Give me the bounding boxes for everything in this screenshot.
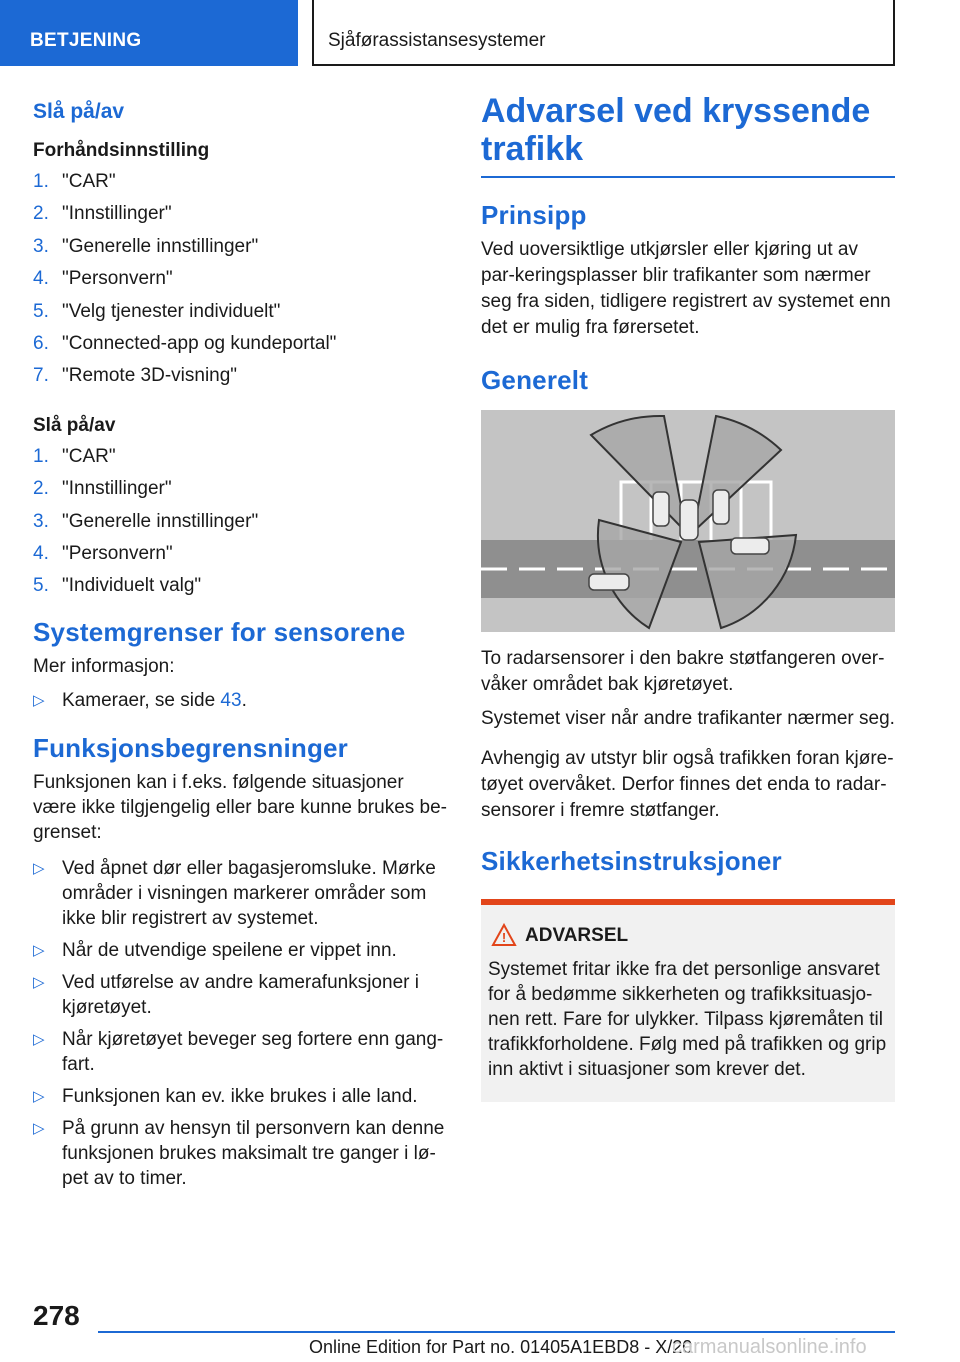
list-item <box>33 970 448 1020</box>
preset-steps <box>33 166 448 393</box>
principle-text: Ved uoversiktlige utkjørsler eller kjøring ut av par‐keringsplasser blir trafikanter som nærmer seg fra siden, tidligere registrert av systemet enn det er mulig fra førersetet. <box>481 239 891 338</box>
safety-title: Sikkerhetsinstruksjoner <box>481 846 782 876</box>
step-number: 4. <box>33 543 49 565</box>
func-title: Funksjonsbegrensninger <box>33 732 349 763</box>
step-number: 3. <box>33 510 49 532</box>
step-text: "Connected-app og kundeportal" <box>62 333 337 355</box>
general-title: Generelt <box>481 365 589 395</box>
warning-text: Systemet fritar ikke fra det personlige ansvaret for å bedømme sikkerheten og trafikksituasjo‐nen rett. Fare for ulykker. Tilpass kjøremåten til trafikkforholdene. Følg med på trafikken og grip inn aktivt i situasjoner som krever det. <box>488 959 887 1080</box>
right-column <box>481 92 895 1102</box>
footer-rule <box>98 1331 895 1333</box>
step-number: 2. <box>33 203 49 225</box>
step-text: "CAR" <box>62 171 116 192</box>
list-item <box>33 1084 448 1109</box>
list-item <box>33 1116 448 1191</box>
list-item-end: . <box>241 689 247 711</box>
list-item <box>33 263 448 295</box>
step-text: "Innstillinger" <box>62 478 172 500</box>
list-item <box>33 360 448 392</box>
general-p1: To radarsensorer i den bakre støtfangeren over‐våker området bak kjøretøyet. <box>481 648 885 695</box>
bullet-triangle-icon: ▷ <box>33 691 45 709</box>
bullet-triangle-icon: ▷ <box>33 973 45 991</box>
list-item <box>33 1027 448 1077</box>
page-title: Advarsel ved kryssende trafikk <box>481 92 895 178</box>
list-item <box>33 198 448 230</box>
bullet-triangle-icon: ▷ <box>33 1030 45 1048</box>
bullet-triangle-icon: ▷ <box>33 941 45 959</box>
preset-heading: Forhåndsinnstilling <box>33 140 210 161</box>
list-item <box>33 441 448 473</box>
list-item-text: Ved åpnet dør eller bagasjeromsluke. Mørke områder i visningen markerer områder som ikke blir registrert av systemet. <box>62 857 436 929</box>
step-number: 2. <box>33 478 49 500</box>
step-number: 7. <box>33 365 49 387</box>
step-number: 4. <box>33 268 49 290</box>
step-text: "Individuelt valg" <box>62 575 202 597</box>
general-p3: Avhengig av utstyr blir også trafikken foran kjøre‐tøyet overvåket. Derfor finnes det enda to radar‐sensorer i fremre støtfanger. <box>481 748 894 821</box>
step-text: "CAR" <box>62 445 116 467</box>
principle-title: Prinsipp <box>481 200 587 230</box>
step-text: "Personvern" <box>62 268 173 290</box>
cross-traffic-illustration <box>481 410 895 632</box>
step-number: 3. <box>33 235 49 257</box>
step-text: "Generelle innstillinger" <box>62 235 259 257</box>
step-number: 6. <box>33 333 49 355</box>
step-text: "Innstillinger" <box>62 203 172 225</box>
page-link[interactable]: 43 <box>220 689 242 711</box>
step-text: "Generelle innstillinger" <box>62 510 259 532</box>
func-list <box>33 856 448 1191</box>
step-text: "Personvern" <box>62 543 173 565</box>
bullet-triangle-icon: ▷ <box>33 859 45 877</box>
step-number: 1. <box>33 445 49 467</box>
limits-title: Systemgrenser for sensorene <box>33 616 406 647</box>
list-item-text: Ved utførelse av andre kamerafunksjoner i kjøretøyet. <box>62 971 419 1018</box>
list-item <box>33 938 448 963</box>
toggle-heading: Slå på/av <box>33 414 116 436</box>
edition-text: Online Edition for Part no. 01405A1EBD8 - X/20 <box>309 1337 693 1357</box>
page-number: 278 <box>33 1300 80 1331</box>
list-item <box>33 538 448 570</box>
list-item <box>33 296 448 328</box>
warning-box <box>481 899 895 1102</box>
general-p2: Systemet viser når andre trafikanter nærmer seg. <box>481 708 895 729</box>
watermark: carmanualsonline.info <box>672 1336 867 1358</box>
left-column <box>33 100 448 1198</box>
list-item <box>33 506 448 538</box>
list-item-text: Funksjonen kan ev. ikke brukes i alle land. <box>62 1085 418 1107</box>
list-item-text: Kameraer, se side <box>62 689 221 711</box>
list-item <box>33 231 448 263</box>
list-item <box>33 328 448 360</box>
step-text: "Remote 3D-visning" <box>62 365 238 387</box>
step-text: "Velg tjenester individuelt" <box>62 300 281 322</box>
bullet-triangle-icon: ▷ <box>33 1087 45 1105</box>
svg-text:!: ! <box>501 930 507 945</box>
limits-list <box>33 688 448 713</box>
toggle-steps <box>33 441 448 603</box>
warning-heading <box>501 925 887 947</box>
step-number: 1. <box>33 171 49 192</box>
onoff-title: Slå på/av <box>33 100 125 123</box>
list-item <box>33 570 448 602</box>
list-item-text: Når kjøretøyet beveger seg fortere enn gang‐fart. <box>62 1028 444 1075</box>
warning-triangle-icon <box>491 923 517 953</box>
page-header <box>0 0 960 66</box>
section-tab: BETJENING <box>0 0 298 66</box>
warning-label: ADVARSEL <box>525 925 629 946</box>
chapter-title: Sjåførassistansesystemer <box>312 0 895 66</box>
list-item-text: Når de utvendige speilene er vippet inn. <box>62 939 397 961</box>
step-number: 5. <box>33 575 49 597</box>
list-item <box>33 473 448 505</box>
list-item <box>33 688 448 713</box>
list-item <box>33 856 448 931</box>
list-item <box>33 166 448 198</box>
cross-traffic-diagram <box>481 410 895 632</box>
func-intro: Funksjonen kan i f.eks. følgende situasjoner være ikke tilgjengelig eller bare kunne brukes be‐grenset: <box>33 771 448 843</box>
limits-intro: Mer informasjon: <box>33 655 175 677</box>
list-item-text: På grunn av hensyn til personvern kan denne funksjonen brukes maksimalt tre ganger i lø‐pet av to timer. <box>62 1117 445 1189</box>
bullet-triangle-icon: ▷ <box>33 1119 45 1137</box>
step-number: 5. <box>33 300 49 322</box>
